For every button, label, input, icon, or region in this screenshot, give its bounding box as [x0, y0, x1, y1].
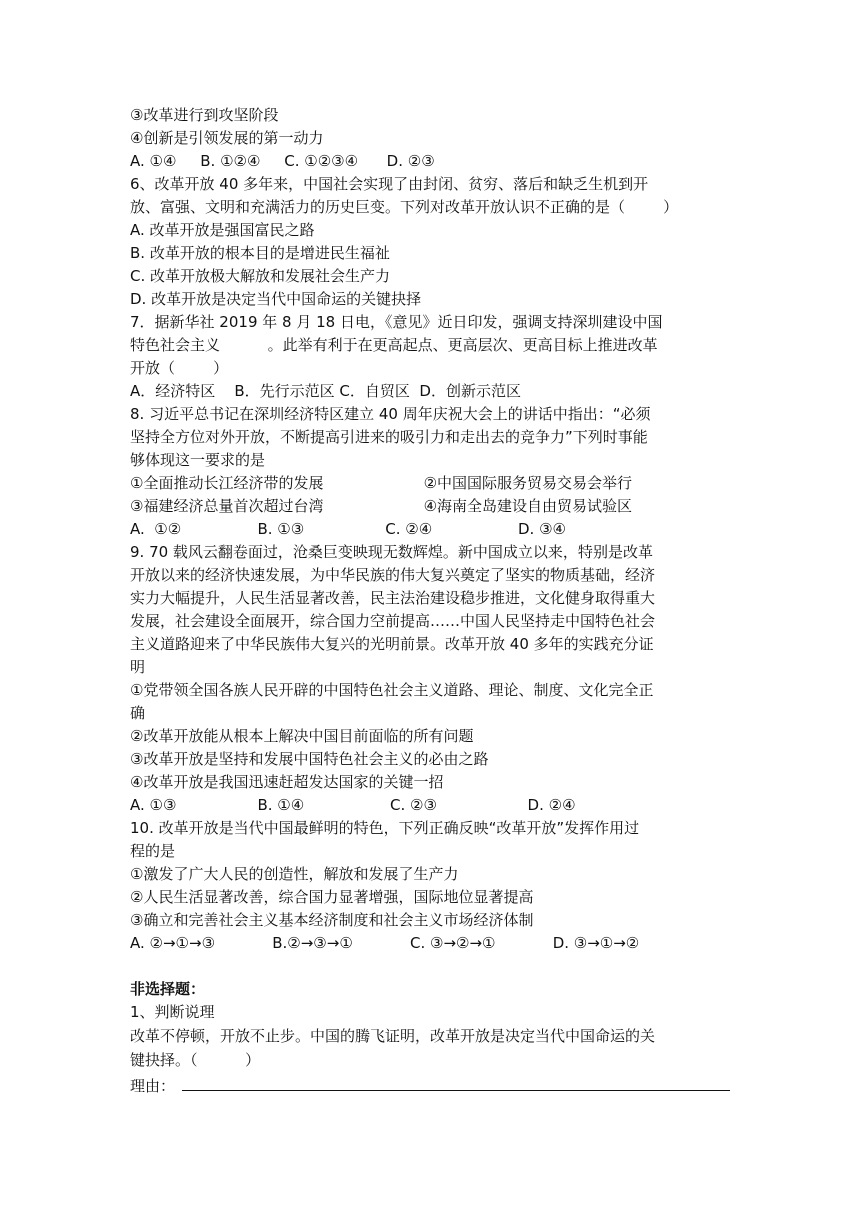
question-1-heading: 1、判断说理: [130, 1003, 215, 1021]
choice-d: D. 改革开放是决定当代中国命运的关键抉择: [130, 290, 422, 308]
question-8-text: 坚持全方位对外开放，不断提高引进来的吸引力和走出去的竞争力”下列时事能: [130, 428, 648, 446]
option-line: ③改革进行到攻坚阶段: [130, 106, 279, 124]
question-9-text: 明: [130, 658, 146, 676]
question-9-text: 主义道路迎来了中华民族伟大复兴的光明前景。改革开放 40 多年的实践充分证: [130, 635, 654, 653]
question-9-text: 9. 70 载风云翻卷面过，沧桑巨变映现无数辉煌。新中国成立以来，特别是改革: [130, 543, 653, 561]
choice-a: A. 改革开放是强国富民之路: [130, 221, 315, 239]
option-line: ②改革开放能从根本上解决中国目前面临的所有问题: [130, 727, 474, 745]
question-10-text: 10. 改革开放是当代中国最鲜明的特色，下列正确反映“改革开放”发挥作用过: [130, 819, 640, 837]
question-6-text: 6、改革开放 40 多年来，中国社会实现了由封闭、贫穷、落后和缺乏生机到开: [130, 175, 649, 193]
question-8-text: 够体现这一要求的是: [130, 451, 266, 469]
question-7-text: 特色社会主义 。此举有利于在更高起点、更高层次、更高目标上推进改革: [130, 336, 658, 354]
answer-choices: A．经济特区 B．先行示范区 C．自贸区 D．创新示范区: [130, 382, 521, 400]
answer-choices: A. ①② B. ①③ C. ②④ D. ③④: [130, 520, 566, 538]
question-7-text: 开放（ ）: [130, 359, 229, 377]
question-1-text: 改革不停顿，开放不止步。中国的腾飞证明，改革开放是决定当代中国命运的关: [130, 1027, 656, 1045]
option-line: ④创新是引领发展的第一动力: [130, 129, 324, 147]
question-10-text: 程的是: [130, 842, 176, 860]
answer-choices: A. ①④ B. ①②④ C. ①②③④ D. ②③: [130, 152, 435, 170]
section-title: 非选择题：: [130, 980, 206, 998]
answer-choices: A. ②→①→③ B.②→③→① C. ③→②→① D. ③→①→②: [130, 934, 640, 952]
question-8-text: 8. 习近平总书记在深圳经济特区建立 40 周年庆祝大会上的讲话中指出：“必须: [130, 405, 651, 423]
option-line: ①全面推动长江经济带的发展 ②中国国际服务贸易交易会举行: [130, 474, 633, 492]
choice-b: B. 改革开放的根本目的是增进民生福祉: [130, 244, 390, 262]
question-9-text: 实力大幅提升，人民生活显著改善，民主法治建设稳步推进，文化健身取得重大: [130, 589, 656, 607]
option-line: ④改革开放是我国迅速赶超发达国家的关键一招: [130, 773, 444, 791]
reason-label: 理由：: [130, 1077, 176, 1095]
option-line: ③改革开放是坚持和发展中国特色社会主义的必由之路: [130, 750, 489, 768]
option-line: ①党带领全国各族人民开辟的中国特色社会主义道路、理论、制度、文化完全正: [130, 681, 654, 699]
option-line: ②人民生活显著改善，综合国力显著增强，国际地位显著提高: [130, 888, 534, 906]
option-line: 确: [130, 704, 146, 722]
question-7-text: 7．据新华社 2019 年 8 月 18 日电，《意见》近日印发，强调支持深圳建设中国: [130, 313, 663, 331]
question-1-text: 键抉择。（ ）: [130, 1051, 261, 1069]
answer-choices: A. ①③ B. ①④ C. ②③ D. ②④: [130, 796, 576, 814]
question-9-text: 开放以来的经济快速发展，为中华民族的伟大复兴奠定了坚实的物质基础，经济: [130, 566, 656, 584]
question-6-text: 放、富强、文明和充满活力的历史巨变。下列对改革开放认识不正确的是（ ）: [130, 198, 679, 216]
option-line: ③福建经济总量首次超过台湾 ④海南全岛建设自由贸易试验区: [130, 497, 633, 515]
reason-answer-line[interactable]: [182, 1090, 730, 1091]
option-line: ①激发了广大人民的创造性，解放和发展了生产力: [130, 865, 459, 883]
option-line: ③确立和完善社会主义基本经济制度和社会主义市场经济体制: [130, 911, 534, 929]
question-9-text: 发展，社会建设全面展开，综合国力空前提高……中国人民坚持走中国特色社会: [130, 612, 656, 630]
choice-c: C. 改革开放极大解放和发展社会生产力: [130, 267, 391, 285]
